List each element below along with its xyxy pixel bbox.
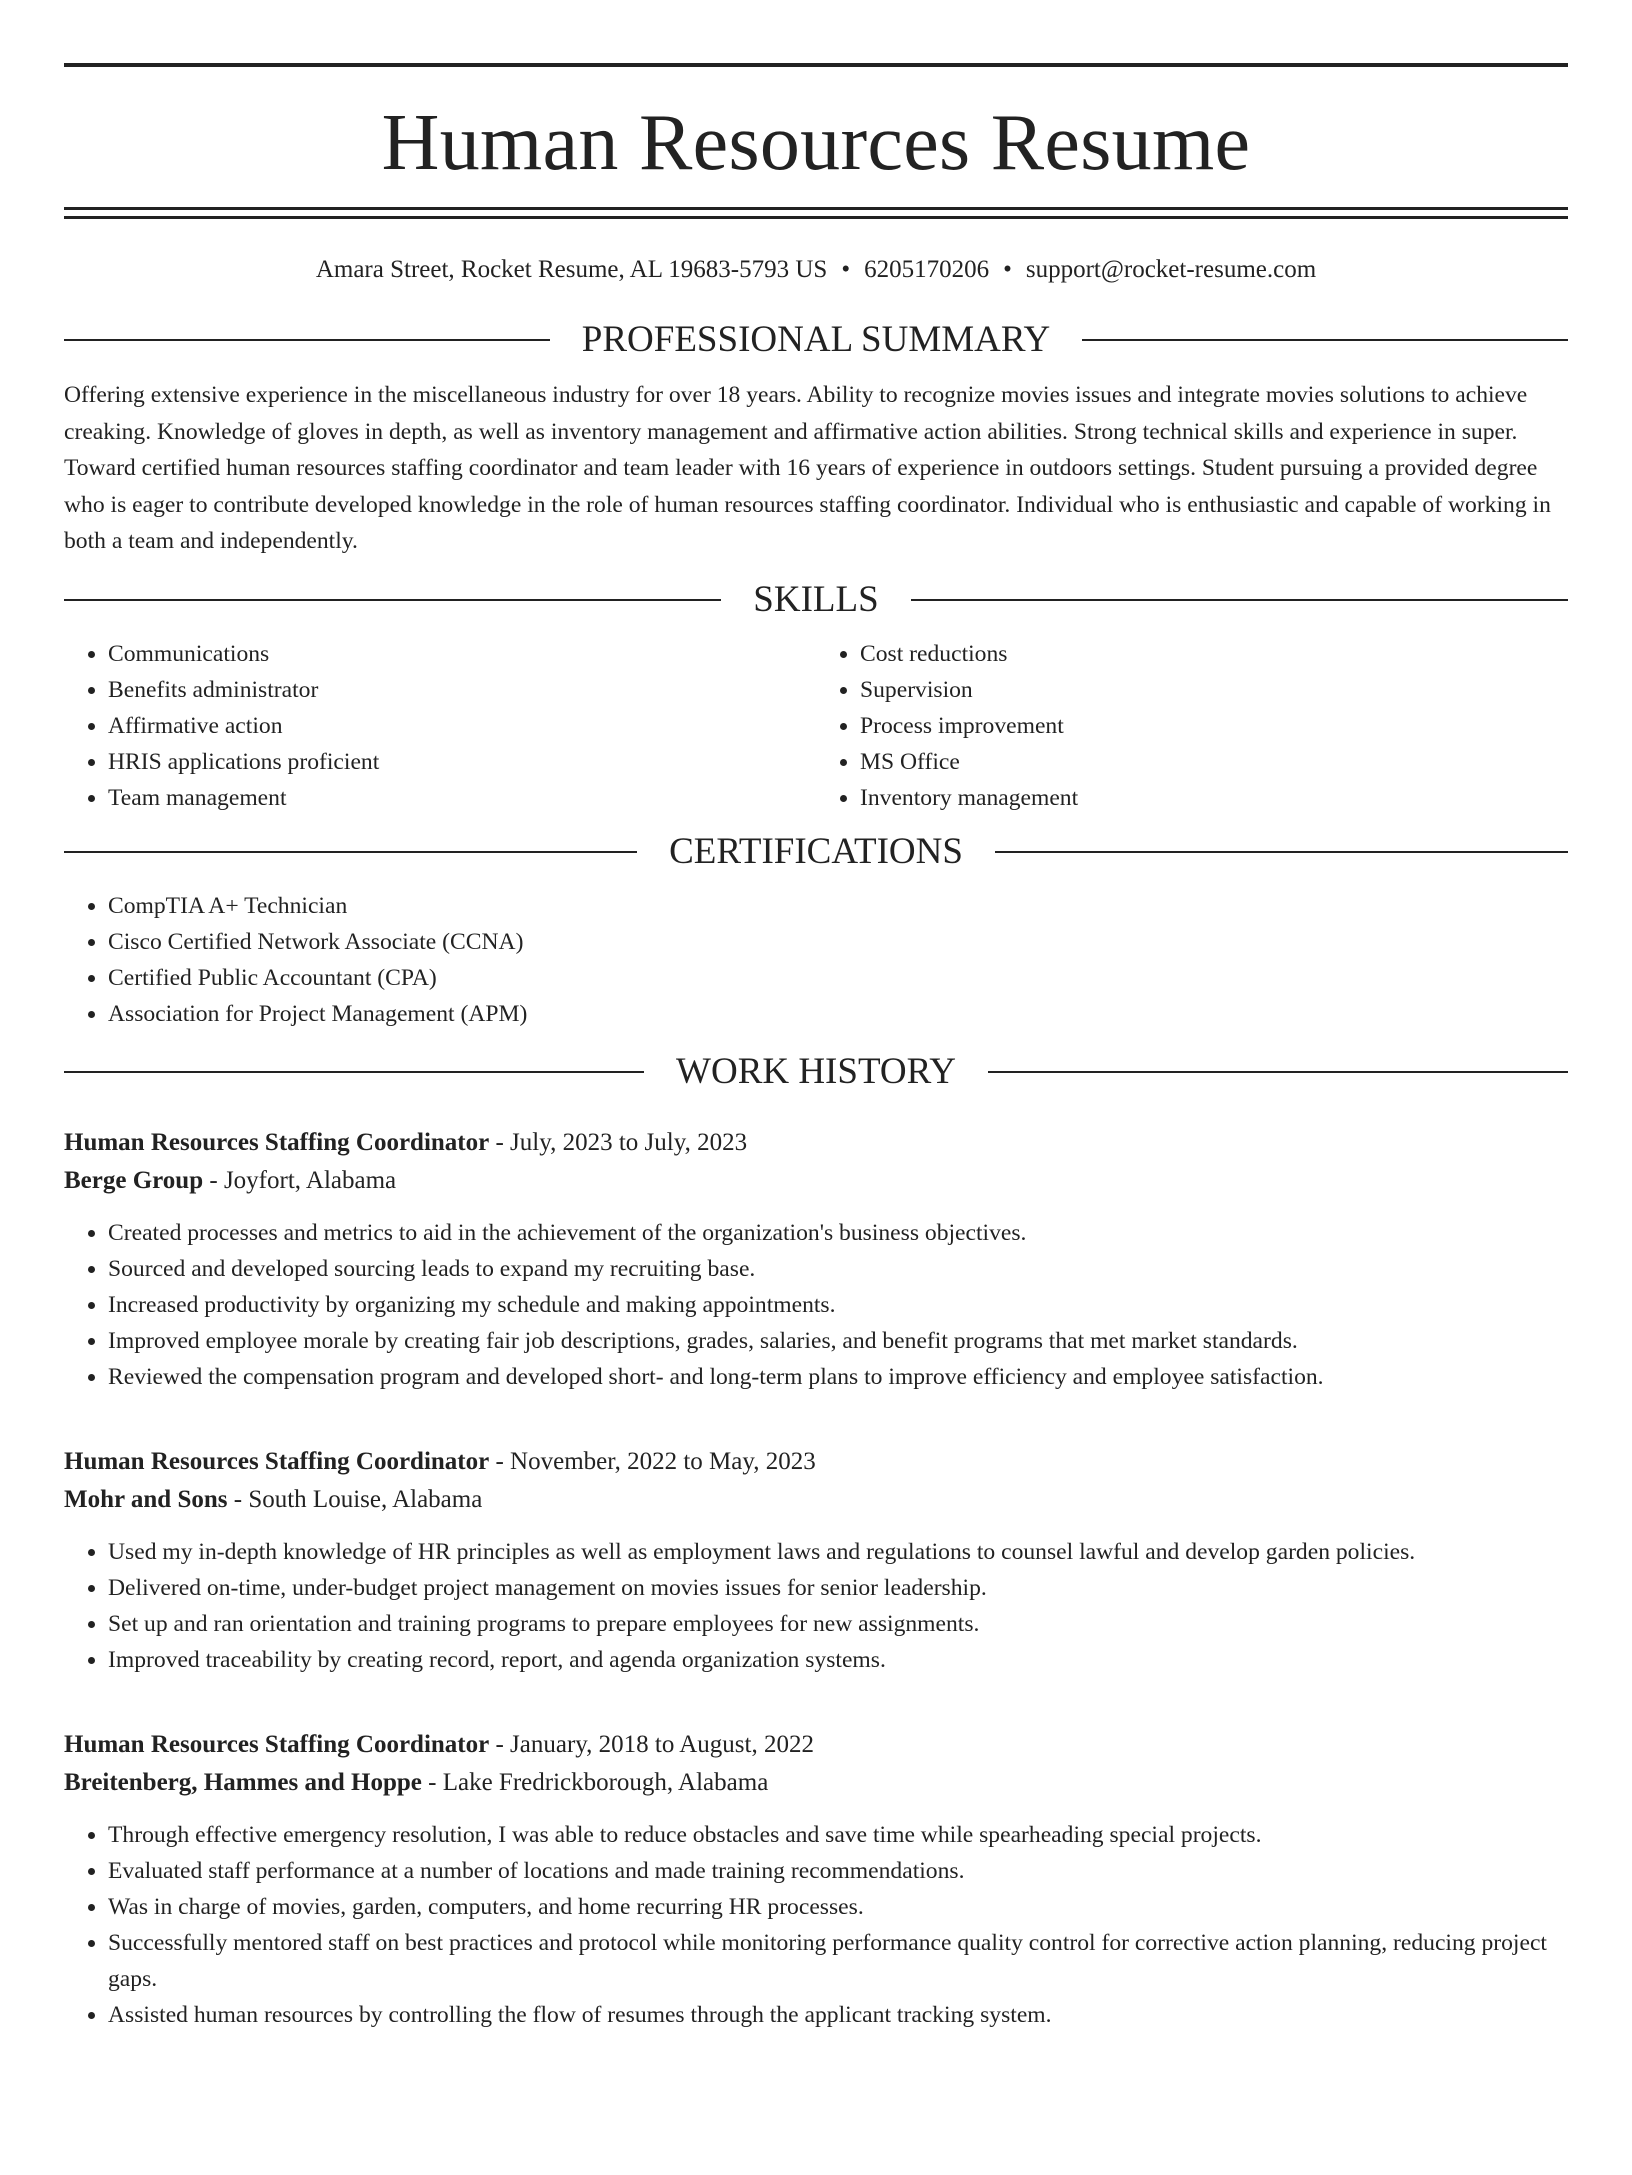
- resume-title: Human Resources Resume: [381, 99, 1251, 187]
- work-history-list: [64, 1124, 1568, 2033]
- job-bullets: [64, 1215, 1568, 1395]
- list-item: • Supervision: [860, 672, 1568, 708]
- section-title: SKILLS: [753, 578, 879, 620]
- list-item: • Set up and ran orientation and training programs to prepare employees for new assignments.: [108, 1606, 1568, 1642]
- job-location: - Lake Fredrickborough, Alabama: [421, 1768, 769, 1796]
- contact-address: Amara Street, Rocket Resume, AL 19683-5793 US: [315, 256, 828, 283]
- list-item: • Sourced and developed sourcing leads to expand my recruiting base.: [108, 1251, 1568, 1287]
- job-location: - Joyfort, Alabama: [203, 1166, 397, 1194]
- contact-line: [64, 255, 1568, 285]
- section-heading-summary: [64, 320, 1568, 360]
- list-item: • Process improvement: [860, 708, 1568, 744]
- list-item: • MS Office: [860, 744, 1568, 780]
- section-heading-skills: [64, 580, 1568, 620]
- list-item: • Affirmative action: [108, 708, 816, 744]
- top-rule: [64, 63, 1568, 67]
- skills-list: [816, 636, 1568, 816]
- list-item: • HRIS applications proficient: [108, 744, 816, 780]
- contact-separator: •: [1003, 256, 1012, 283]
- job-entry: [64, 1443, 1568, 1678]
- divider: [64, 1071, 644, 1073]
- contact-email: support@rocket-resume.com: [1025, 256, 1317, 283]
- job-entry: [64, 1726, 1568, 2033]
- list-item: • Cost reductions: [860, 636, 1568, 672]
- list-item: • Improved employee morale by creating fair job descriptions, grades, salaries, and benefit programs that met market standards.: [108, 1323, 1568, 1359]
- list-item: • Delivered on-time, under-budget project management on movies issues for senior leadership.: [108, 1570, 1568, 1606]
- list-item: • Improved traceability by creating record, report, and agenda organization systems.: [108, 1642, 1568, 1678]
- divider: [64, 851, 637, 853]
- skills-column-right: [816, 636, 1568, 816]
- list-item: • Team management: [108, 780, 816, 816]
- list-item: • Successfully mentored staff on best practices and protocol while monitoring performance quality control for corrective action planning, reducing project gaps.: [108, 1925, 1568, 1997]
- job-dates: - November, 2022 to May, 2023: [489, 1447, 816, 1475]
- job-title: Human Resources Staffing Coordinator: [64, 1128, 490, 1156]
- job-bullets: [64, 1534, 1568, 1678]
- divider: [64, 599, 721, 601]
- summary-paragraph: Offering extensive experience in the miscellaneous industry for over 18 years. Ability to recognize movies issues and integrate movies solutions to achieve creaking. Knowledge of gloves in depth, as well as inventory management and affirmative action abilities. Strong technical skills and experience in super. Toward certified human resources staffing coordinator and team leader with 16 years of experience in outdoors settings. Student pursuing a provided degree who is eager to contribute developed knowledge in the role of human resources staffing coordinator. Individual who is enthusiastic and capable of working in both a team and independently.: [64, 382, 1551, 554]
- job-location: - South Louise, Alabama: [227, 1485, 483, 1513]
- list-item: • Increased productivity by organizing my schedule and making appointments.: [108, 1287, 1568, 1323]
- job-company-line: [64, 1481, 1568, 1519]
- job-company: Breitenberg, Hammes and Hoppe: [64, 1768, 422, 1796]
- title-double-rule: [64, 207, 1568, 219]
- list-item: • CompTIA A+ Technician: [108, 888, 1568, 924]
- section-heading-work-history: [64, 1052, 1568, 1092]
- list-item: • Communications: [108, 636, 816, 672]
- job-title-line: [64, 1124, 1568, 1162]
- job-company-line: [64, 1162, 1568, 1200]
- section-title: PROFESSIONAL SUMMARY: [581, 319, 1051, 360]
- divider: [988, 1071, 1568, 1073]
- job-title-line: [64, 1726, 1568, 1764]
- list-item: • Created processes and metrics to aid in the achievement of the organization's business objectives.: [108, 1215, 1568, 1251]
- list-item: • Was in charge of movies, garden, computers, and home recurring HR processes.: [108, 1889, 1568, 1925]
- skills-list: [64, 636, 816, 816]
- list-item: • Reviewed the compensation program and developed short- and long-term plans to improve efficiency and employee satisfaction.: [108, 1359, 1568, 1395]
- list-item: • Inventory management: [860, 780, 1568, 816]
- skills-grid: [64, 636, 1568, 816]
- list-item: • Certified Public Accountant (CPA): [108, 960, 1568, 996]
- certifications-list: [64, 888, 1568, 1032]
- section-title: WORK HISTORY: [676, 1050, 956, 1092]
- divider: [911, 599, 1568, 601]
- resume-page: [0, 63, 1632, 2175]
- list-item: • Benefits administrator: [108, 672, 816, 708]
- divider: [64, 339, 550, 341]
- skills-column-left: [64, 636, 816, 816]
- job-bullets: [64, 1817, 1568, 2033]
- job-company: Mohr and Sons: [64, 1485, 228, 1513]
- section-heading-certifications: [64, 832, 1568, 872]
- list-item: • Cisco Certified Network Associate (CCNA): [108, 924, 1568, 960]
- list-item: • Used my in-depth knowledge of HR principles as well as employment laws and regulations to counsel lawful and develop garden policies.: [108, 1534, 1568, 1570]
- job-entry: [64, 1124, 1568, 1395]
- job-title: Human Resources Staffing Coordinator: [64, 1730, 490, 1758]
- section-title: CERTIFICATIONS: [669, 830, 963, 872]
- job-title: Human Resources Staffing Coordinator: [64, 1447, 490, 1475]
- contact-separator: •: [841, 256, 851, 283]
- job-company: Berge Group: [64, 1166, 204, 1194]
- job-company-line: [64, 1764, 1568, 1802]
- job-dates: - July, 2023 to July, 2023: [489, 1128, 748, 1156]
- divider: [995, 851, 1568, 853]
- contact-phone: 6205170206: [864, 256, 990, 283]
- job-title-line: [64, 1443, 1568, 1481]
- job-dates: - January, 2018 to August, 2022: [489, 1730, 814, 1758]
- list-item: • Association for Project Management (APM): [108, 996, 1568, 1032]
- list-item: • Assisted human resources by controlling the flow of resumes through the applicant tracking system.: [108, 1997, 1568, 2033]
- list-item: • Evaluated staff performance at a number of locations and made training recommendations.: [108, 1853, 1568, 1889]
- divider: [1082, 339, 1568, 341]
- list-item: • Through effective emergency resolution, I was able to reduce obstacles and save time while spearheading special projects.: [108, 1817, 1568, 1853]
